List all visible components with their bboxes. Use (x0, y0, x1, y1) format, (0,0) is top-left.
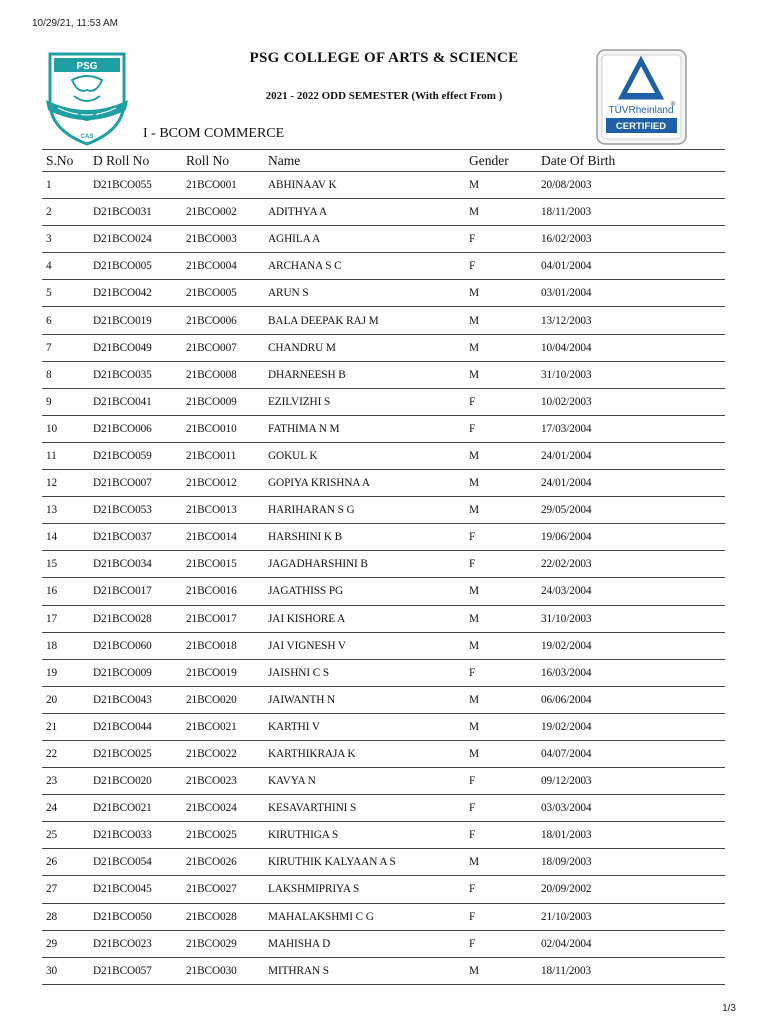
cell-blank (665, 199, 725, 226)
cell-sno: 1 (42, 172, 89, 199)
cell-d-roll-no: D21BCO005 (89, 253, 182, 280)
cell-gender: M (465, 280, 537, 307)
cell-gender: F (465, 930, 537, 957)
cell-gender: M (465, 442, 537, 469)
cell-roll-no: 21BCO012 (182, 470, 264, 497)
cell-roll-no: 21BCO013 (182, 497, 264, 524)
cell-date-of-birth: 19/06/2004 (537, 524, 665, 551)
cell-sno: 26 (42, 849, 89, 876)
table-row (42, 172, 725, 199)
cell-gender: F (465, 822, 537, 849)
cell-sno: 15 (42, 551, 89, 578)
cell-name: MAHISHA D (264, 930, 465, 957)
cell-date-of-birth: 06/06/2004 (537, 686, 665, 713)
cell-name: KESAVARTHINI S (264, 795, 465, 822)
cell-sno: 11 (42, 442, 89, 469)
cell-date-of-birth: 20/09/2002 (537, 876, 665, 903)
cell-gender: F (465, 226, 537, 253)
cell-name: JAI KISHORE A (264, 605, 465, 632)
cell-blank (665, 659, 725, 686)
cell-blank (665, 253, 725, 280)
cell-roll-no: 21BCO019 (182, 659, 264, 686)
cell-d-roll-no: D21BCO024 (89, 226, 182, 253)
cell-name: KAVYA N (264, 768, 465, 795)
cell-d-roll-no: D21BCO006 (89, 415, 182, 442)
cell-d-roll-no: D21BCO050 (89, 903, 182, 930)
cell-d-roll-no: D21BCO053 (89, 497, 182, 524)
table-row (42, 740, 725, 767)
table-row (42, 632, 725, 659)
cell-name: LAKSHMIPRIYA S (264, 876, 465, 903)
cell-sno: 2 (42, 199, 89, 226)
cell-sno: 10 (42, 415, 89, 442)
cell-d-roll-no: D21BCO009 (89, 659, 182, 686)
cell-name: JAI VIGNESH V (264, 632, 465, 659)
table-row (42, 415, 725, 442)
cell-sno: 5 (42, 280, 89, 307)
cell-blank (665, 226, 725, 253)
page-number: 1/3 (722, 1003, 736, 1014)
table-row (42, 768, 725, 795)
cell-blank (665, 470, 725, 497)
cell-blank (665, 415, 725, 442)
cell-sno: 29 (42, 930, 89, 957)
cell-roll-no: 21BCO003 (182, 226, 264, 253)
cell-roll-no: 21BCO016 (182, 578, 264, 605)
cell-blank (665, 497, 725, 524)
table-row (42, 822, 725, 849)
cell-roll-no: 21BCO004 (182, 253, 264, 280)
cell-date-of-birth: 24/03/2004 (537, 578, 665, 605)
cell-roll-no: 21BCO025 (182, 822, 264, 849)
cell-gender: M (465, 713, 537, 740)
cell-d-roll-no: D21BCO025 (89, 740, 182, 767)
cell-date-of-birth: 18/11/2003 (537, 957, 665, 984)
table-row (42, 253, 725, 280)
table-row (42, 334, 725, 361)
cell-gender: M (465, 740, 537, 767)
cell-d-roll-no: D21BCO034 (89, 551, 182, 578)
cell-blank (665, 822, 725, 849)
cell-gender: M (465, 605, 537, 632)
cell-roll-no: 21BCO011 (182, 442, 264, 469)
cell-d-roll-no: D21BCO028 (89, 605, 182, 632)
cell-sno: 20 (42, 686, 89, 713)
cell-gender: F (465, 253, 537, 280)
cell-gender: F (465, 388, 537, 415)
cell-roll-no: 21BCO018 (182, 632, 264, 659)
cell-name: ARCHANA S C (264, 253, 465, 280)
cell-blank (665, 605, 725, 632)
cell-date-of-birth: 16/02/2003 (537, 226, 665, 253)
cell-roll-no: 21BCO008 (182, 361, 264, 388)
cell-name: AGHILA A (264, 226, 465, 253)
cell-gender: M (465, 199, 537, 226)
cell-blank (665, 768, 725, 795)
table-row (42, 361, 725, 388)
cell-sno: 27 (42, 876, 89, 903)
cell-d-roll-no: D21BCO049 (89, 334, 182, 361)
cell-date-of-birth: 19/02/2004 (537, 632, 665, 659)
cell-date-of-birth: 22/02/2003 (537, 551, 665, 578)
cell-name: BALA DEEPAK RAJ M (264, 307, 465, 334)
table-row (42, 876, 725, 903)
cell-roll-no: 21BCO010 (182, 415, 264, 442)
cell-sno: 30 (42, 957, 89, 984)
cell-date-of-birth: 18/09/2003 (537, 849, 665, 876)
cell-blank (665, 713, 725, 740)
cell-blank (665, 388, 725, 415)
cell-d-roll-no: D21BCO041 (89, 388, 182, 415)
column-header-name: Name (264, 150, 465, 172)
cell-d-roll-no: D21BCO021 (89, 795, 182, 822)
table-row (42, 497, 725, 524)
table-row (42, 551, 725, 578)
cell-sno: 6 (42, 307, 89, 334)
cell-d-roll-no: D21BCO035 (89, 361, 182, 388)
cell-sno: 13 (42, 497, 89, 524)
logo-text-top: PSG (76, 61, 98, 72)
cert-brand: TÜVRheinland (608, 105, 674, 116)
cell-name: DHARNEESH B (264, 361, 465, 388)
cell-d-roll-no: D21BCO057 (89, 957, 182, 984)
table-row (42, 578, 725, 605)
cell-roll-no: 21BCO030 (182, 957, 264, 984)
table-row (42, 605, 725, 632)
cell-name: HARIHARAN S G (264, 497, 465, 524)
cell-sno: 16 (42, 578, 89, 605)
cell-d-roll-no: D21BCO020 (89, 768, 182, 795)
cell-roll-no: 21BCO009 (182, 388, 264, 415)
cell-d-roll-no: D21BCO045 (89, 876, 182, 903)
cell-sno: 24 (42, 795, 89, 822)
table-row (42, 307, 725, 334)
cell-name: CHANDRU M (264, 334, 465, 361)
table-row (42, 280, 725, 307)
cell-date-of-birth: 18/11/2003 (537, 199, 665, 226)
cell-name: HARSHINI K B (264, 524, 465, 551)
cell-d-roll-no: D21BCO044 (89, 713, 182, 740)
cell-blank (665, 524, 725, 551)
cell-blank (665, 903, 725, 930)
cell-date-of-birth: 10/02/2003 (537, 388, 665, 415)
cell-date-of-birth: 21/10/2003 (537, 903, 665, 930)
cell-date-of-birth: 24/01/2004 (537, 470, 665, 497)
cell-name: FATHIMA N M (264, 415, 465, 442)
cell-date-of-birth: 17/03/2004 (537, 415, 665, 442)
cell-sno: 14 (42, 524, 89, 551)
table-row (42, 659, 725, 686)
cell-name: ABHINAAV K (264, 172, 465, 199)
cell-gender: M (465, 470, 537, 497)
cell-sno: 9 (42, 388, 89, 415)
cell-d-roll-no: D21BCO017 (89, 578, 182, 605)
tuv-certified-badge (596, 49, 687, 145)
cell-roll-no: 21BCO024 (182, 795, 264, 822)
cell-date-of-birth: 19/02/2004 (537, 713, 665, 740)
cell-sno: 28 (42, 903, 89, 930)
cell-name: GOPIYA KRISHNA A (264, 470, 465, 497)
cell-gender: M (465, 632, 537, 659)
cell-sno: 19 (42, 659, 89, 686)
cell-date-of-birth: 03/01/2004 (537, 280, 665, 307)
column-header-blank (665, 150, 725, 172)
college-name: PSG COLLEGE OF ARTS & SCIENCE (249, 50, 519, 66)
cell-gender: F (465, 524, 537, 551)
cell-gender: M (465, 307, 537, 334)
table-row (42, 442, 725, 469)
cell-blank (665, 334, 725, 361)
cell-d-roll-no: D21BCO054 (89, 849, 182, 876)
cell-blank (665, 795, 725, 822)
cell-name: ADITHYA A (264, 199, 465, 226)
cell-roll-no: 21BCO015 (182, 551, 264, 578)
cell-blank (665, 740, 725, 767)
cell-blank (665, 578, 725, 605)
cell-date-of-birth: 04/07/2004 (537, 740, 665, 767)
cell-roll-no: 21BCO001 (182, 172, 264, 199)
table-row (42, 388, 725, 415)
cell-blank (665, 930, 725, 957)
table-row (42, 795, 725, 822)
cell-name: KIRUTHIK KALYAAN A S (264, 849, 465, 876)
table-row (42, 930, 725, 957)
table-row (42, 226, 725, 253)
cell-roll-no: 21BCO027 (182, 876, 264, 903)
cell-blank (665, 632, 725, 659)
cell-sno: 21 (42, 713, 89, 740)
cell-name: KIRUTHIGA S (264, 822, 465, 849)
cell-sno: 23 (42, 768, 89, 795)
table-row (42, 713, 725, 740)
cell-sno: 3 (42, 226, 89, 253)
cell-date-of-birth: 31/10/2003 (537, 605, 665, 632)
cell-name: JAIWANTH N (264, 686, 465, 713)
table-row (42, 849, 725, 876)
cell-blank (665, 442, 725, 469)
cell-date-of-birth: 10/04/2004 (537, 334, 665, 361)
cell-d-roll-no: D21BCO043 (89, 686, 182, 713)
cell-gender: F (465, 795, 537, 822)
cell-roll-no: 21BCO005 (182, 280, 264, 307)
table-row (42, 199, 725, 226)
cell-gender: M (465, 957, 537, 984)
table-row (42, 686, 725, 713)
cell-d-roll-no: D21BCO059 (89, 442, 182, 469)
cell-gender: M (465, 172, 537, 199)
cell-gender: F (465, 768, 537, 795)
cell-d-roll-no: D21BCO019 (89, 307, 182, 334)
cell-roll-no: 21BCO017 (182, 605, 264, 632)
cell-sno: 12 (42, 470, 89, 497)
cell-d-roll-no: D21BCO055 (89, 172, 182, 199)
cell-gender: F (465, 876, 537, 903)
cert-label: CERTIFIED (615, 121, 667, 132)
cell-d-roll-no: D21BCO023 (89, 930, 182, 957)
cell-gender: F (465, 551, 537, 578)
cell-gender: F (465, 659, 537, 686)
print-datetime: 10/29/21, 11:53 AM (32, 18, 118, 29)
table-row (42, 524, 725, 551)
cell-roll-no: 21BCO029 (182, 930, 264, 957)
cell-roll-no: 21BCO022 (182, 740, 264, 767)
cell-date-of-birth: 29/05/2004 (537, 497, 665, 524)
cell-name: KARTHIKRAJA K (264, 740, 465, 767)
cell-gender: M (465, 578, 537, 605)
table-header-row (42, 150, 725, 172)
table-row (42, 903, 725, 930)
cell-gender: M (465, 849, 537, 876)
cell-date-of-birth: 16/03/2004 (537, 659, 665, 686)
cell-name: MAHALAKSHMI C G (264, 903, 465, 930)
cell-date-of-birth: 18/01/2003 (537, 822, 665, 849)
cell-name: GOKUL K (264, 442, 465, 469)
cell-gender: M (465, 686, 537, 713)
cell-date-of-birth: 04/01/2004 (537, 253, 665, 280)
cell-name: EZILVIZHI S (264, 388, 465, 415)
cell-gender: M (465, 497, 537, 524)
column-header-sno: S.No (42, 150, 89, 172)
cell-roll-no: 21BCO021 (182, 713, 264, 740)
cell-date-of-birth: 02/04/2004 (537, 930, 665, 957)
table-row (42, 957, 725, 984)
cell-name: JAGATHISS PG (264, 578, 465, 605)
cell-roll-no: 21BCO028 (182, 903, 264, 930)
cell-sno: 18 (42, 632, 89, 659)
cell-gender: F (465, 903, 537, 930)
cell-roll-no: 21BCO006 (182, 307, 264, 334)
column-header-gender: Gender (465, 150, 537, 172)
cell-sno: 25 (42, 822, 89, 849)
cell-d-roll-no: D21BCO060 (89, 632, 182, 659)
cell-blank (665, 172, 725, 199)
cell-blank (665, 686, 725, 713)
cell-d-roll-no: D21BCO031 (89, 199, 182, 226)
cell-d-roll-no: D21BCO042 (89, 280, 182, 307)
column-header-d-roll-no: D Roll No (89, 150, 182, 172)
cell-name: JAISHNI C S (264, 659, 465, 686)
cell-roll-no: 21BCO023 (182, 768, 264, 795)
cell-name: MITHRAN S (264, 957, 465, 984)
cell-sno: 8 (42, 361, 89, 388)
table-body (42, 172, 725, 985)
logo-text-bottom: CAS (80, 134, 94, 140)
cell-name: ARUN S (264, 280, 465, 307)
cell-date-of-birth: 24/01/2004 (537, 442, 665, 469)
cell-date-of-birth: 31/10/2003 (537, 361, 665, 388)
column-header-roll-no: Roll No (182, 150, 264, 172)
column-header-date-of-birth: Date Of Birth (537, 150, 665, 172)
cell-blank (665, 280, 725, 307)
table-row (42, 470, 725, 497)
cell-blank (665, 307, 725, 334)
cell-date-of-birth: 09/12/2003 (537, 768, 665, 795)
cell-roll-no: 21BCO020 (182, 686, 264, 713)
cell-blank (665, 849, 725, 876)
student-roll-table (42, 149, 725, 985)
cell-roll-no: 21BCO014 (182, 524, 264, 551)
cell-blank (665, 876, 725, 903)
semester-title: 2021 - 2022 ODD SEMESTER (With effect From ) (265, 90, 503, 102)
cell-gender: M (465, 334, 537, 361)
cell-d-roll-no: D21BCO033 (89, 822, 182, 849)
cell-roll-no: 21BCO002 (182, 199, 264, 226)
cell-sno: 17 (42, 605, 89, 632)
cell-date-of-birth: 03/03/2004 (537, 795, 665, 822)
cell-date-of-birth: 13/12/2003 (537, 307, 665, 334)
cell-blank (665, 957, 725, 984)
cell-sno: 22 (42, 740, 89, 767)
cell-name: KARTHI V (264, 713, 465, 740)
cell-blank (665, 361, 725, 388)
cell-date-of-birth: 20/08/2003 (537, 172, 665, 199)
cell-gender: F (465, 415, 537, 442)
cell-d-roll-no: D21BCO007 (89, 470, 182, 497)
cell-sno: 4 (42, 253, 89, 280)
cell-roll-no: 21BCO007 (182, 334, 264, 361)
cell-roll-no: 21BCO026 (182, 849, 264, 876)
cell-gender: M (465, 361, 537, 388)
cell-sno: 7 (42, 334, 89, 361)
cell-name: JAGADHARSHINI B (264, 551, 465, 578)
cell-blank (665, 551, 725, 578)
class-title: I - BCOM COMMERCE (143, 126, 285, 141)
cell-d-roll-no: D21BCO037 (89, 524, 182, 551)
registered-mark: ® (671, 102, 676, 108)
